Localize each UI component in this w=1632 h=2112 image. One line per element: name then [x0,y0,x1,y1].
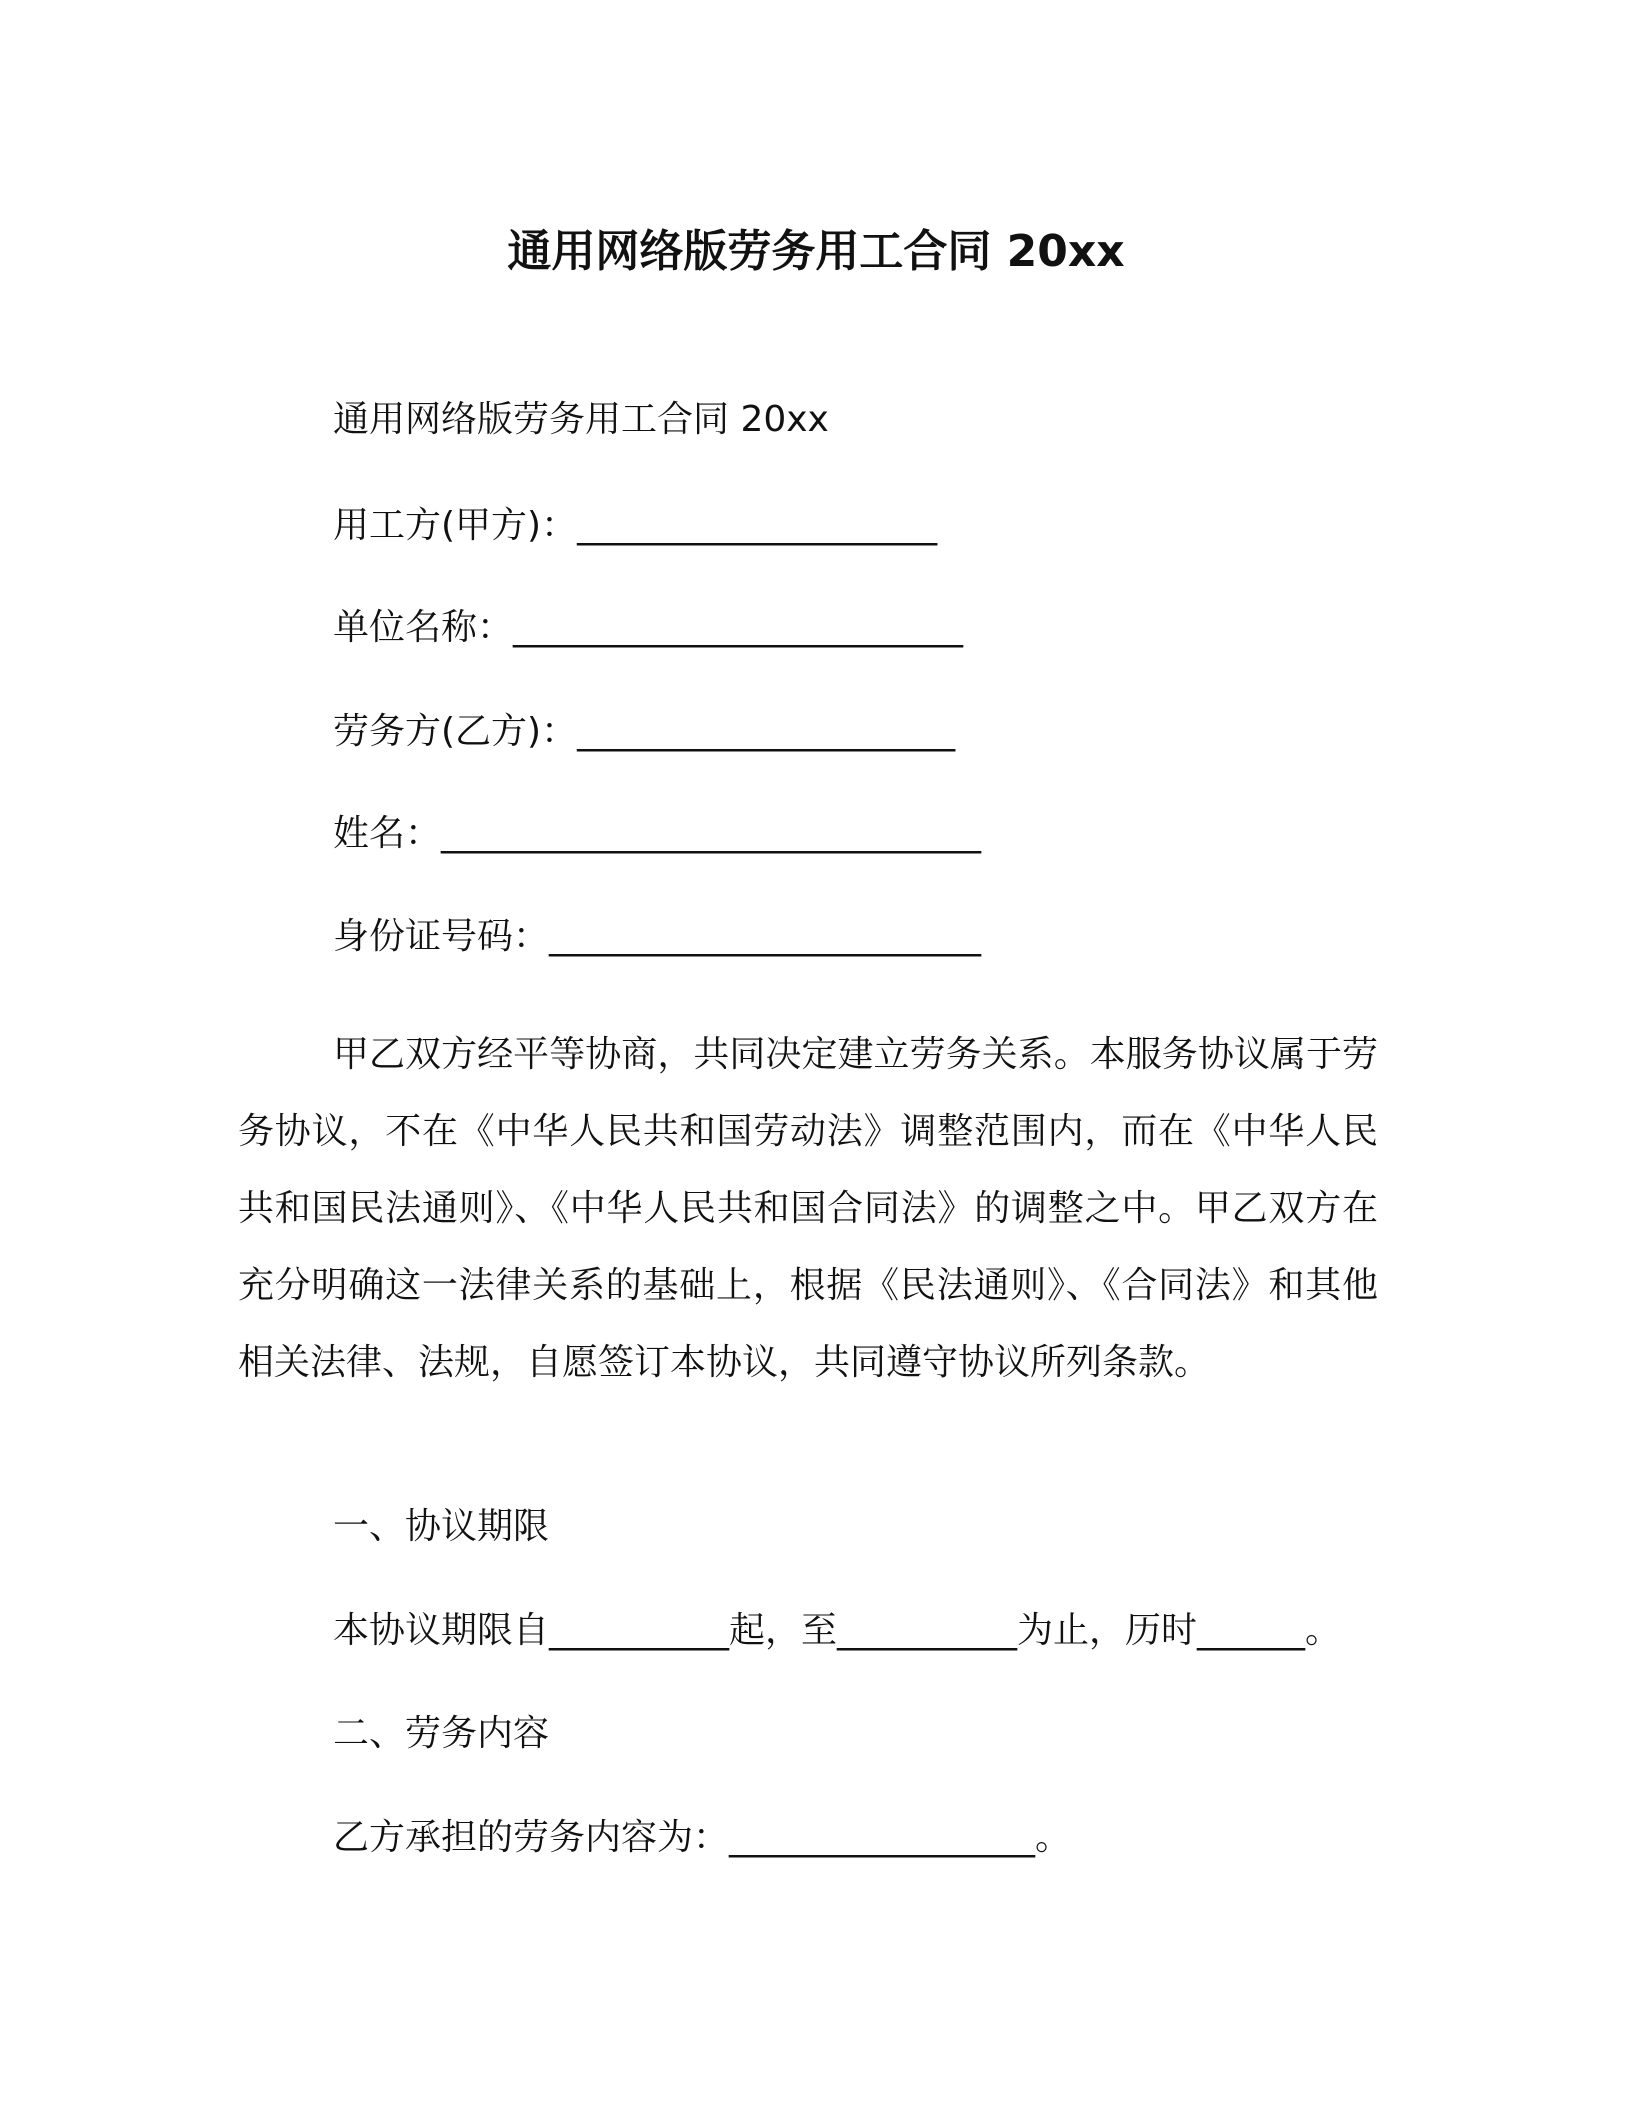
id-number-field: 身份证号码：________________________ [333,916,982,957]
document-title: 通用网络版劳务用工合同 20xx [507,226,1125,277]
company-name-field: 单位名称：_________________________ [333,607,964,648]
section-body-term: 本协议期限自__________起，至__________为止，历时______。 [333,1610,1342,1651]
name-field: 姓名：______________________________ [333,813,982,854]
section-body-content: 乙方承担的劳务内容为：_________________。 [333,1817,1072,1858]
section-heading-term: 一、协议期限 [333,1506,550,1547]
worker-field: 劳务方(乙方)：_____________________ [333,711,956,752]
employer-field: 用工方(甲方)：____________________ [333,505,938,546]
section-heading-content: 二、劳务内容 [333,1713,550,1754]
document-subtitle: 通用网络版劳务用工合同 20xx [333,399,829,440]
intro-paragraph: 甲乙双方经平等协商，共同决定建立劳务关系。本服务协议属于劳务协议，不在《中华人民共和国劳动法》调整范围内，而在《中华人民共和国民法通则》、《中华人民共和国合同法》的调整之中。甲乙双方在充分明确这一法律关系的基础上，根据《民法通则》、《合同法》和其他相关法律、法规，自愿签订本协议，共同遵守协议所列条款。 [238,1034,1378,1383]
